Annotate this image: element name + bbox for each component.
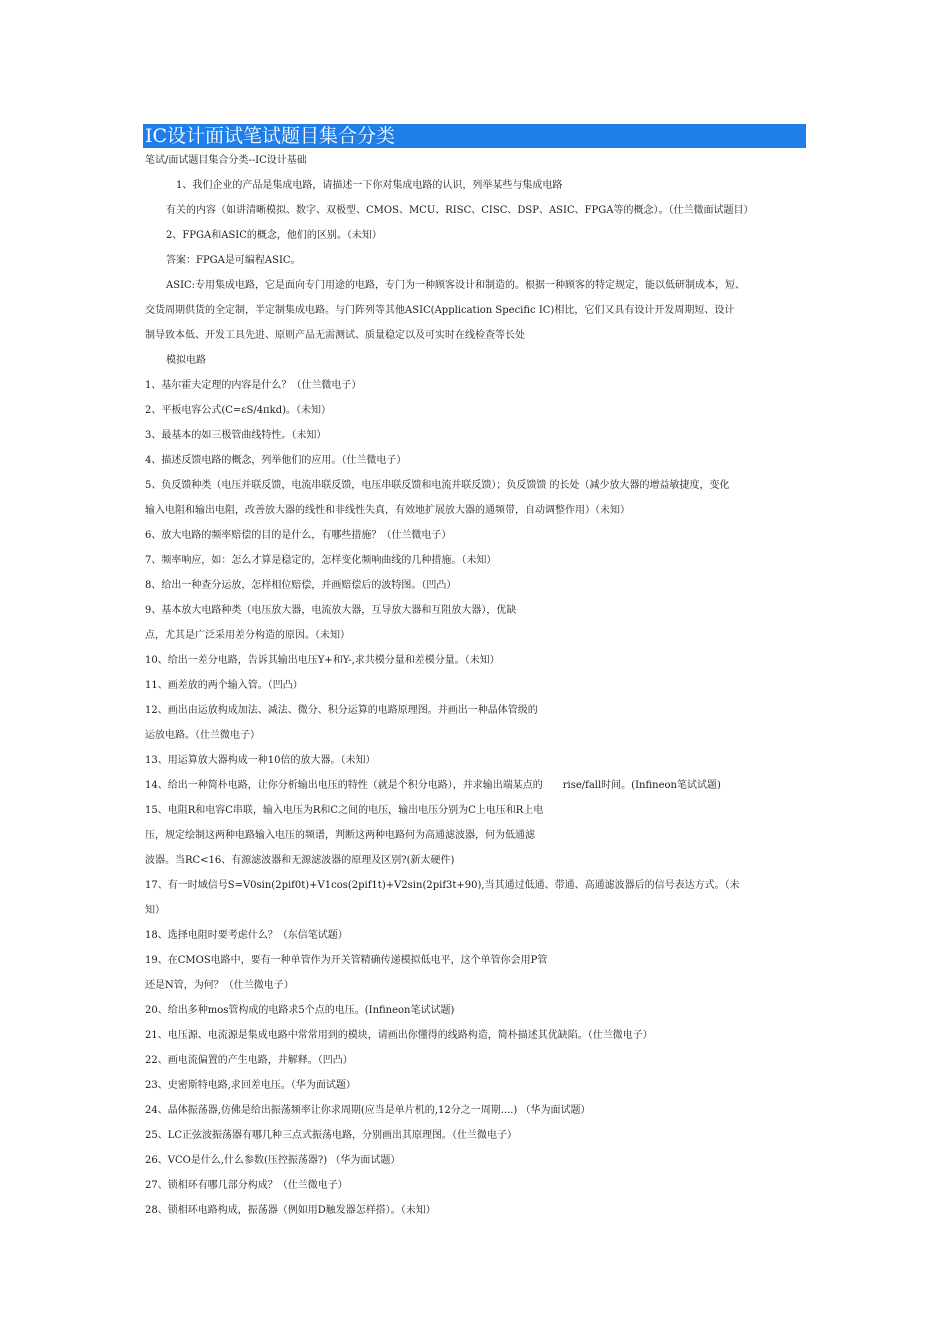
question-line: 28、锁相环电路构成，振荡器（例如用D触发器怎样搭）。（未知） xyxy=(145,1205,436,1216)
question-line: 知） xyxy=(145,905,165,916)
question-line: 23、史密斯特电路,求回差电压。（华为面试题） xyxy=(145,1080,356,1091)
question-line: 18、选择电阻时要考虑什么？（东信笔试题） xyxy=(145,930,348,941)
answer-line: 答案：FPGA是可编程ASIC。 xyxy=(166,255,301,266)
question-line: 15、电阻R和电容C串联，输入电压为R和C之间的电压，输出电压分别为C上电压和R上电 xyxy=(145,805,544,816)
question-line: 3、最基本的如三极管曲线特性。（未知） xyxy=(145,430,327,441)
question-line: 9、基本放大电路种类（电压放大器，电流放大器，互导放大器和互阻放大器），优缺 xyxy=(145,605,517,616)
question-line: 11、画差放的两个输入管。（凹凸） xyxy=(145,680,303,691)
question-line: 26、VCO是什么,什么参数(压控振荡器?) （华为面试题） xyxy=(145,1155,401,1166)
section-heading: 模拟电路 xyxy=(166,355,206,366)
question-line: 20、给出多种mos管构成的电路求5个点的电压。(Infineon笔试试题) xyxy=(145,1005,455,1016)
answer-line: 制导致本低、开发工具先进、原则产品无需测试、质量稳定以及可实时在线检查等长处 xyxy=(145,330,525,341)
question-line: 还是N管，为何？（仕兰微电子） xyxy=(145,980,294,991)
question-line: 点，尤其是广泛采用差分构造的原因。（未知） xyxy=(145,630,350,641)
question-line: 运放电路。（仕兰微电子） xyxy=(145,730,260,741)
question-line: 24、晶体振荡器,仿佛是给出振荡频率让你求周期(应当是单片机的,12分之一周期....) （华为面试题） xyxy=(145,1105,591,1116)
question-line: 2、FPGA和ASIC的概念，他们的区别。（未知） xyxy=(166,230,382,241)
question-line: 7、频率响应，如：怎么才算是稳定的，怎样变化频响曲线的几种措施。（未知） xyxy=(145,555,497,566)
question-line: 8、给出一种查分运放，怎样相位赔偿，并画赔偿后的波特图。（凹凸） xyxy=(145,580,457,591)
question-line: 1、我们企业的产品是集成电路，请描述一下你对集成电路的认识，列举某些与集成电路 xyxy=(176,180,563,191)
question-line: 22、画电流偏置的产生电路，并解释。（凹凸） xyxy=(145,1055,353,1066)
question-line: 17、有一时域信号S=V0sin(2pif0t)+V1cos(2pif1t)+V2sin(2pif3t+90),当其通过低通、带通、高通滤波器后的信号表达方式。（未 xyxy=(145,880,740,891)
question-line: 输入电阻和输出电阻，改善放大器的线性和非线性失真，有效地扩展放大器的通频带，自动调整作用）（未知） xyxy=(145,505,630,516)
question-line: 6、放大电路的频率赔偿的目的是什么，有哪些措施？（仕兰微电子） xyxy=(145,530,452,541)
question-line: 12、画出由运放构成加法、减法、微分、积分运算的电路原理图。并画出一种晶体管级的 xyxy=(145,705,538,716)
question-line: 25、LC正弦波振荡器有哪几种三点式振荡电路，分别画出其原理图。（仕兰微电子） xyxy=(145,1130,518,1141)
question-line: 21、电压源、电流源是集成电路中常常用到的模块，请画出你懂得的线路构造，简朴描述其优缺陷。（仕兰微电子） xyxy=(145,1030,653,1041)
document-subtitle: 笔试/面试题目集合分类--IC设计基础 xyxy=(145,155,307,166)
question-line: 5、负反馈种类（电压并联反馈，电流串联反馈，电压串联反馈和电流并联反馈）；负反馈馈 的长处（减少放大器的增益敏捷度，变化 xyxy=(145,480,730,491)
question-line: 2、平板电容公式(C=εS/4πkd)。（未知） xyxy=(145,405,331,416)
question-line: 13、用运算放大器构成一种10倍的放大器。（未知） xyxy=(145,755,376,766)
question-line: 有关的内容（如讲清晰模拟、数字、双极型、CMOS、MCU、RISC、CISC、DSP、ASIC、FPGA等的概念）。（仕兰微面试题目） xyxy=(166,205,754,216)
question-line: 19、在CMOS电路中，要有一种单管作为开关管精确传递模拟低电平，这个单管你会用P管 xyxy=(145,955,548,966)
document-title: IC设计面试笔试题目集合分类 xyxy=(143,124,806,148)
question-line: 14、给出一种简朴电路，让你分析输出电压的特性（就是个积分电路），并求输出端某点的 rise/fall时间。(Infineon笔试试题) xyxy=(145,780,721,791)
question-line: 波器。当RC<16、有源滤波器和无源滤波器的原理及区别?(新太硬件) xyxy=(145,855,455,866)
question-line: 10、给出一差分电路，告诉其输出电压Y+和Y-,求共模分量和差模分量。（未知） xyxy=(145,655,500,666)
question-line: 4、描述反馈电路的概念，列举他们的应用。（仕兰微电子） xyxy=(145,455,407,466)
question-line: 27、锁相环有哪几部分构成？（仕兰微电子） xyxy=(145,1180,348,1191)
question-line: 压，规定绘制这两种电路输入电压的频谱，判断这两种电路何为高通滤波器，何为低通滤 xyxy=(145,830,535,841)
answer-line: 交货周期供货的全定制，半定制集成电路。与门阵列等其他ASIC(Application Specific IC)相比，它们又具有设计开发周期短、设计 xyxy=(145,305,735,316)
answer-line: ASIC:专用集成电路，它是面向专门用途的电路，专门为一种顾客设计和制造的。根据一种顾客的特定规定，能以低研制成本，短、 xyxy=(166,280,746,291)
question-line: 1、基尔霍夫定理的内容是什么？（仕兰微电子） xyxy=(145,380,362,391)
